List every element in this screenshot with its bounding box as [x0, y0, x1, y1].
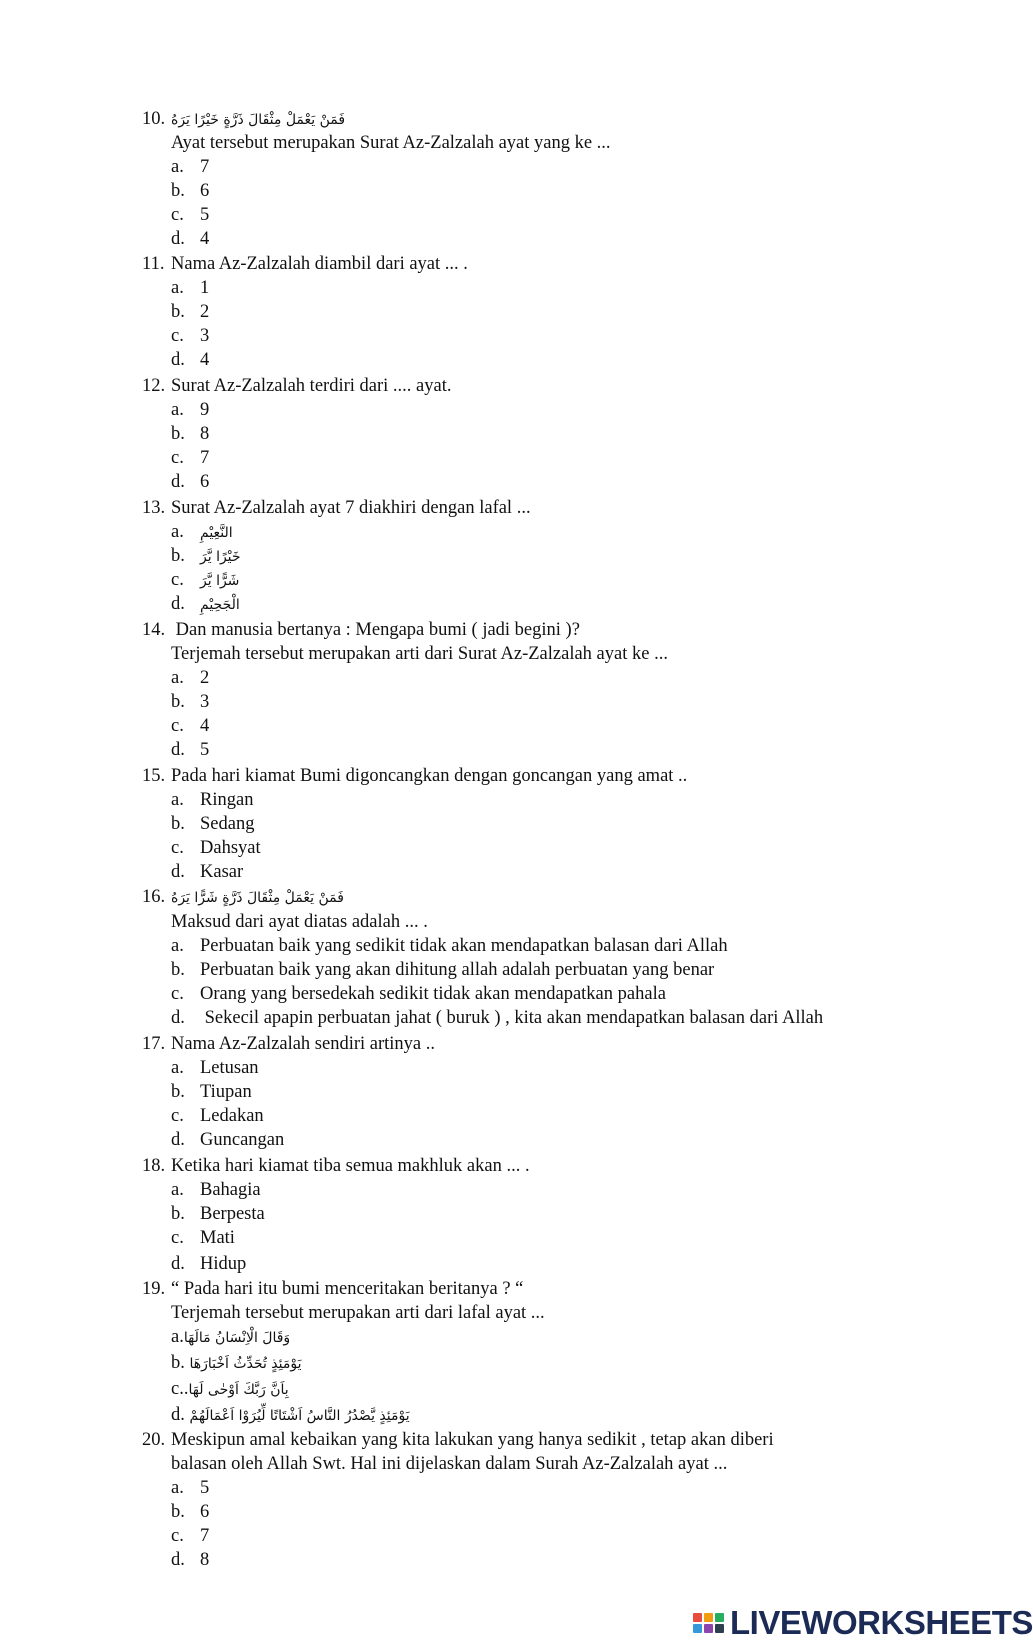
question-16: 16. فَمَنْ يَعْمَلْ مِثْقَالَ ذَرَّةٍ شَرًّا يَرَهُ — [142, 885, 344, 910]
option-c[interactable]: c. Mati — [171, 1228, 235, 1248]
option-d[interactable]: d. 4 — [171, 229, 210, 249]
option-a[interactable]: a. Bahagia — [171, 1180, 261, 1200]
option-a[interactable]: a. Ringan — [171, 790, 254, 810]
option-b[interactable]: b. 3 — [171, 692, 210, 712]
option-c[interactable]: c. 4 — [171, 716, 210, 736]
option-d[interactable]: d. الْجَحِيْمِ — [171, 594, 240, 614]
option-a[interactable]: a. 1 — [171, 278, 210, 298]
question-19: 19. “ Pada hari itu bumi menceritakan beritanya ? “ — [142, 1279, 524, 1299]
option-b[interactable]: b. Berpesta — [171, 1204, 265, 1224]
option-c[interactable]: c. 7 — [171, 448, 210, 468]
option-d[interactable]: d. 5 — [171, 740, 210, 760]
question-text: balasan oleh Allah Swt. Hal ini dijelaskan dalam Surah Az-Zalzalah ayat ... — [171, 1454, 728, 1474]
option-b[interactable]: b. Sedang — [171, 814, 255, 834]
option-d[interactable]: d. Guncangan — [171, 1130, 285, 1150]
option-a[interactable]: a. Letusan — [171, 1058, 259, 1078]
option-c[interactable]: c. Ledakan — [171, 1106, 264, 1126]
logo-grid-icon — [693, 1613, 724, 1633]
arabic-verse: فَمَنْ يَعْمَلْ مِثْقَالَ ذَرَّةٍ شَرًّا يَرَهُ — [171, 890, 344, 906]
liveworksheets-logo[interactable] — [693, 1603, 1033, 1643]
option-c[interactable]: c. 3 — [171, 326, 210, 346]
option-b[interactable]: b. Perbuatan baik yang akan dihitung allah adalah perbuatan yang benar — [171, 960, 715, 980]
question-13: 13. Surat Az-Zalzalah ayat 7 diakhiri dengan lafal ... — [142, 498, 531, 518]
option-a[interactable]: a. النَّعِيْمِ — [171, 522, 233, 542]
logo-tile — [715, 1613, 724, 1622]
option-a[interactable]: a. 9 — [171, 400, 210, 420]
question-12: 12. Surat Az-Zalzalah terdiri dari .... ayat. — [142, 376, 452, 396]
logo-tile — [704, 1624, 713, 1633]
option-b[interactable]: b. يَوْمَئِذٍ تُحَدِّثُ اَخْبَارَهَا — [171, 1353, 302, 1373]
option-b[interactable]: b. 2 — [171, 302, 210, 322]
question-11: 11. Nama Az-Zalzalah diambil dari ayat ... . — [142, 254, 468, 274]
question-17: 17. Nama Az-Zalzalah sendiri artinya .. — [142, 1034, 436, 1054]
option-d[interactable]: d. 6 — [171, 472, 210, 492]
question-14: 14. Dan manusia bertanya : Mengapa bumi ( jadi begini )? — [142, 620, 580, 640]
question-text: Terjemah tersebut merupakan arti dari lafal ayat ... — [171, 1303, 545, 1323]
logo-text: LIVEWORKSHEETS — [730, 1604, 1033, 1641]
option-d[interactable]: d. Kasar — [171, 862, 244, 882]
option-d[interactable]: d. Sekecil apapin perbuatan jahat ( buruk ) , kita akan mendapatkan balasan dari Allah — [171, 1008, 824, 1028]
question-text: Ayat tersebut merupakan Surat Az-Zalzalah ayat yang ke ... — [171, 133, 611, 153]
option-a[interactable]: a. Perbuatan baik yang sedikit tidak akan mendapatkan balasan dari Allah — [171, 936, 728, 956]
option-b[interactable]: b. Tiupan — [171, 1082, 252, 1102]
option-d[interactable]: d. Hidup — [171, 1254, 247, 1274]
logo-tile — [693, 1624, 702, 1633]
option-d[interactable]: d. يَوْمَئِذٍ يَّصْدُرُ النَّاسُ اَشْتَاتًا لِّيُرَوْا اَعْمَالَهُمْ — [171, 1405, 410, 1425]
logo-tile — [704, 1613, 713, 1622]
question-text: Maksud dari ayat diatas adalah ... . — [171, 912, 428, 932]
option-d[interactable]: d. 4 — [171, 350, 210, 370]
question-10: 10. فَمَنْ يَعْمَلْ مِثْقَالَ ذَرَّةٍ خَيْرًا يَرَهُ — [142, 107, 345, 132]
option-b[interactable]: b. 6 — [171, 181, 210, 201]
logo-tile — [715, 1624, 724, 1633]
option-c[interactable]: c..بِاَنَّ رَبَّكَ اَوْحٰى لَهَا — [171, 1379, 289, 1399]
option-b[interactable]: b. 6 — [171, 1502, 210, 1522]
question-20: 20. Meskipun amal kebaikan yang kita lakukan yang hanya sedikit , tetap akan diberi — [142, 1430, 774, 1450]
option-b[interactable]: b. 8 — [171, 424, 210, 444]
question-18: 18. Ketika hari kiamat tiba semua makhluk akan ... . — [142, 1156, 530, 1176]
option-c[interactable]: c. Dahsyat — [171, 838, 261, 858]
option-a[interactable]: a. 5 — [171, 1478, 210, 1498]
logo-tile — [693, 1613, 702, 1622]
option-a[interactable]: a. 2 — [171, 668, 210, 688]
option-b[interactable]: b. خَيْرًا يَّرَ — [171, 546, 241, 566]
question-text: Terjemah tersebut merupakan arti dari Surat Az-Zalzalah ayat ke ... — [171, 644, 668, 664]
option-a[interactable]: a. 7 — [171, 157, 210, 177]
option-c[interactable]: c. 7 — [171, 1526, 210, 1546]
option-c[interactable]: c. Orang yang bersedekah sedikit tidak akan mendapatkan pahala — [171, 984, 666, 1004]
option-d[interactable]: d. 8 — [171, 1550, 210, 1570]
question-15: 15. Pada hari kiamat Bumi digoncangkan dengan goncangan yang amat .. — [142, 766, 688, 786]
option-c[interactable]: c. شَرًّا يَّرَ — [171, 570, 240, 590]
option-a[interactable]: a.وَقَالَ الْاِنْسَانُ مَالَهَا — [171, 1327, 291, 1347]
option-c[interactable]: c. 5 — [171, 205, 210, 225]
arabic-verse: فَمَنْ يَعْمَلْ مِثْقَالَ ذَرَّةٍ خَيْرًا يَرَهُ — [171, 112, 346, 128]
